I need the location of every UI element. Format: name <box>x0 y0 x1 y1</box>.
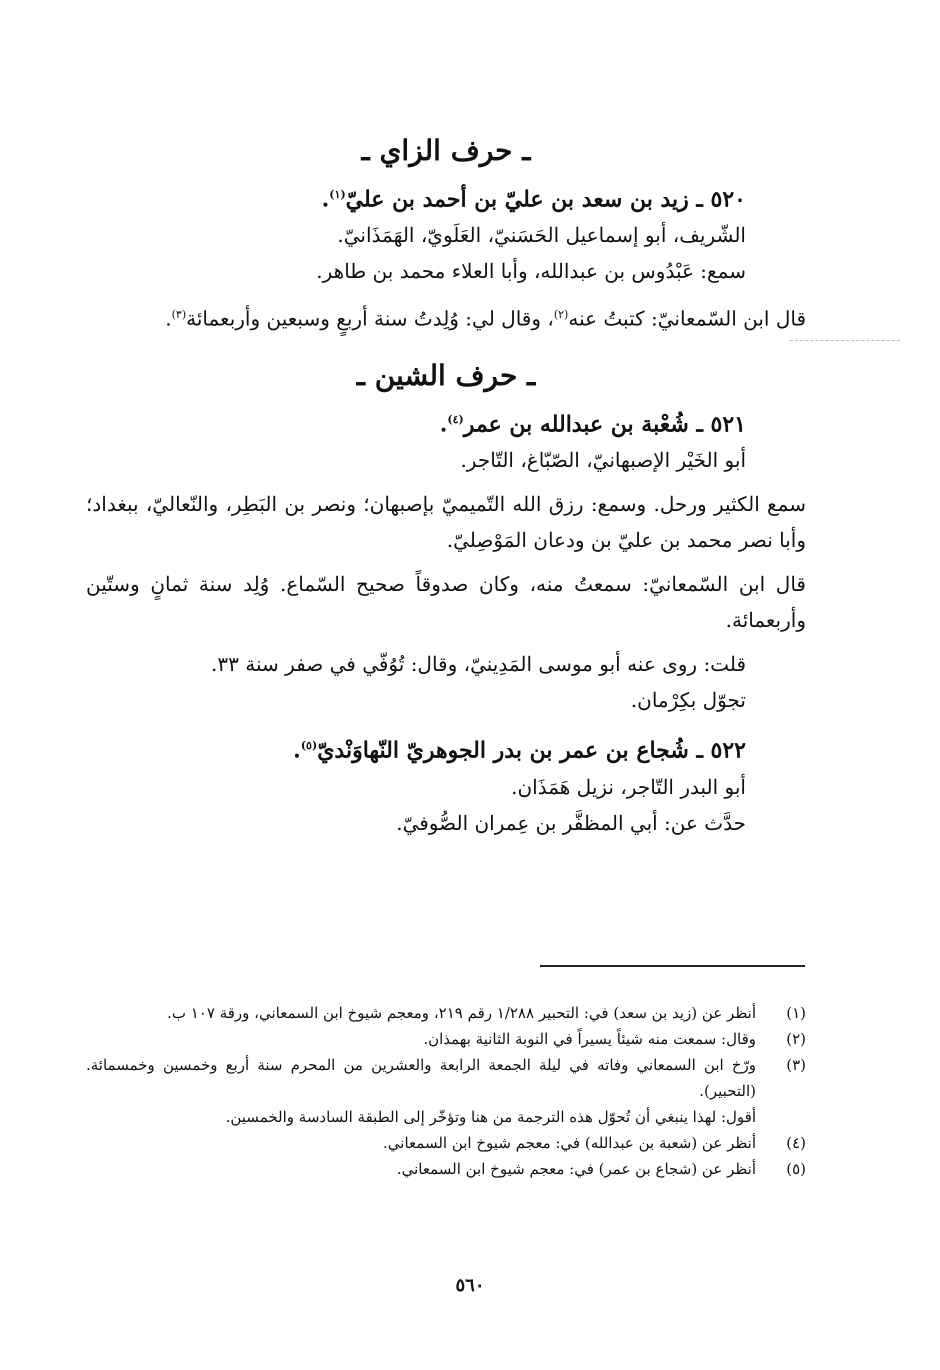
footnote-ref[interactable]: (١) <box>329 188 346 201</box>
footnote-number: (٥) <box>786 1160 806 1178</box>
section-title-zay: ـ حرف الزاي ـ <box>361 134 531 167</box>
para-text: ، وقال لي: وُلِدتُ سنة أربعٍ وسبعين وأربعمائة <box>186 306 554 331</box>
footnote-number: (١) <box>786 1004 806 1022</box>
footnote-item <box>86 1026 806 1052</box>
footnotes <box>86 1000 806 1182</box>
heading-end: . <box>439 411 448 438</box>
entry-line: سمع: عَبْدُوس بن عبدالله، وأبا العلاء محمد بن طاهر. <box>316 259 746 284</box>
page-number: ٥٦٠ <box>455 1275 485 1296</box>
entry-heading-520 <box>86 177 746 217</box>
entry-line: حدَّث عن: أبي المظفَّر بن عِمران الصُّوفيّ. <box>396 810 746 835</box>
footnote-ref[interactable]: (٢) <box>553 308 569 322</box>
editor-note-line: قلت: روى عنه أبو موسى المَدِينيّ، وقال: تُوُفّي في صفر سنة ٣٣. <box>211 652 746 677</box>
entry-line: الشّريف، أبو إسماعيل الحَسَنيّ، العَلَويّ، الهَمَذَانيّ. <box>337 223 746 248</box>
footnote-text: أنظر عن (شجاع بن عمر) في: معجم شيوخ ابن السمعاني. <box>396 1160 756 1178</box>
footnote-text: أنظر عن (زيد بن سعد) في: التحبير ١/٢٨٨ رقم ٢١٩، ومعجم شيوخ ابن السمعاني، ورقة ١٠٧ ب. <box>167 1004 756 1022</box>
entry-paragraph: قال ابن السّمعانيّ: سمعتُ منه، وكان صدوقاً صحيح السّماع. وُلِد سنة ثمانٍ وستّين وأربعمائة. <box>86 572 806 633</box>
section-title-shin: ـ حرف الشين ـ <box>356 358 536 392</box>
footnote-item <box>86 1000 806 1026</box>
footnote-continuation: أقول: لهذا ينبغي أن تُحوّل هذه الترجمة من هنا وتؤخّر إلى الطبقة السادسة والخمسين. <box>225 1108 756 1126</box>
footnote-number: (٣) <box>786 1056 806 1074</box>
entry-line: أبو الخَيْر الإصبهانيّ، الصّبّاغ، التّاجر. <box>460 448 746 473</box>
footnote-ref[interactable]: (٥) <box>300 739 318 753</box>
entry-paragraph: سمع الكثير ورحل. وسمع: رزق الله التّميميّ بإصبهان؛ ونصر بن البَطِر، والنّعاليّ، ببغداد؛ وأبا نصر محمد بن عليّ بن ودعان المَوْصِليّ. <box>86 492 806 553</box>
footnote-text: أنظر عن (شعبة بن عبدالله) في: معجم شيوخ ابن السمعاني. <box>383 1134 756 1152</box>
footnote-item <box>86 1156 806 1182</box>
entry-heading-521 <box>86 402 746 442</box>
footnote-ref[interactable]: (٤) <box>447 412 464 426</box>
margin-mark <box>790 340 900 341</box>
para-text: قال ابن السّمعانيّ: كتبتُ عنه <box>568 306 806 331</box>
footnote-text: وقال: سمعت منه شيئاً يسيراً في النوبة الثانية بهمذان. <box>423 1030 756 1048</box>
editor-note-line: تجوّل بكِرْمان. <box>630 688 746 713</box>
para-text: . <box>165 306 172 331</box>
entry-heading-text: ٥٢١ ـ شُعْبة بن عبدالله بن عمر <box>463 411 746 438</box>
footnote-item <box>86 1130 806 1156</box>
editor-note <box>86 646 746 718</box>
entry-line: أبو البدر التّاجر، نزيل هَمَذَان. <box>511 774 746 799</box>
entry-heading-522 <box>86 728 746 768</box>
footnote-item <box>86 1052 806 1104</box>
entry-paragraph <box>86 297 806 337</box>
entry-heading-text: ٥٢٢ ـ شُجاع بن عمر بن بدر الجوهريّ النّهاوَنْديّ <box>317 737 746 764</box>
footnote-text: ورّخ ابن السمعاني وفاته في ليلة الجمعة الرابعة والعشرين من المحرم سنة أربع وخمسين وخمسمائة. (التحبير). <box>86 1056 756 1100</box>
footnote-number: (٢) <box>786 1030 806 1048</box>
page-body <box>86 120 806 841</box>
heading-end: . <box>321 186 330 213</box>
entry-heading-text: ٥٢٠ ـ زيد بن سعد بن عليّ بن أحمد بن عليّ <box>345 186 746 213</box>
footnote-divider <box>540 965 805 967</box>
footnote-ref[interactable]: (٣) <box>171 308 187 322</box>
heading-end: . <box>293 737 301 764</box>
footnote-number: (٤) <box>786 1134 806 1152</box>
